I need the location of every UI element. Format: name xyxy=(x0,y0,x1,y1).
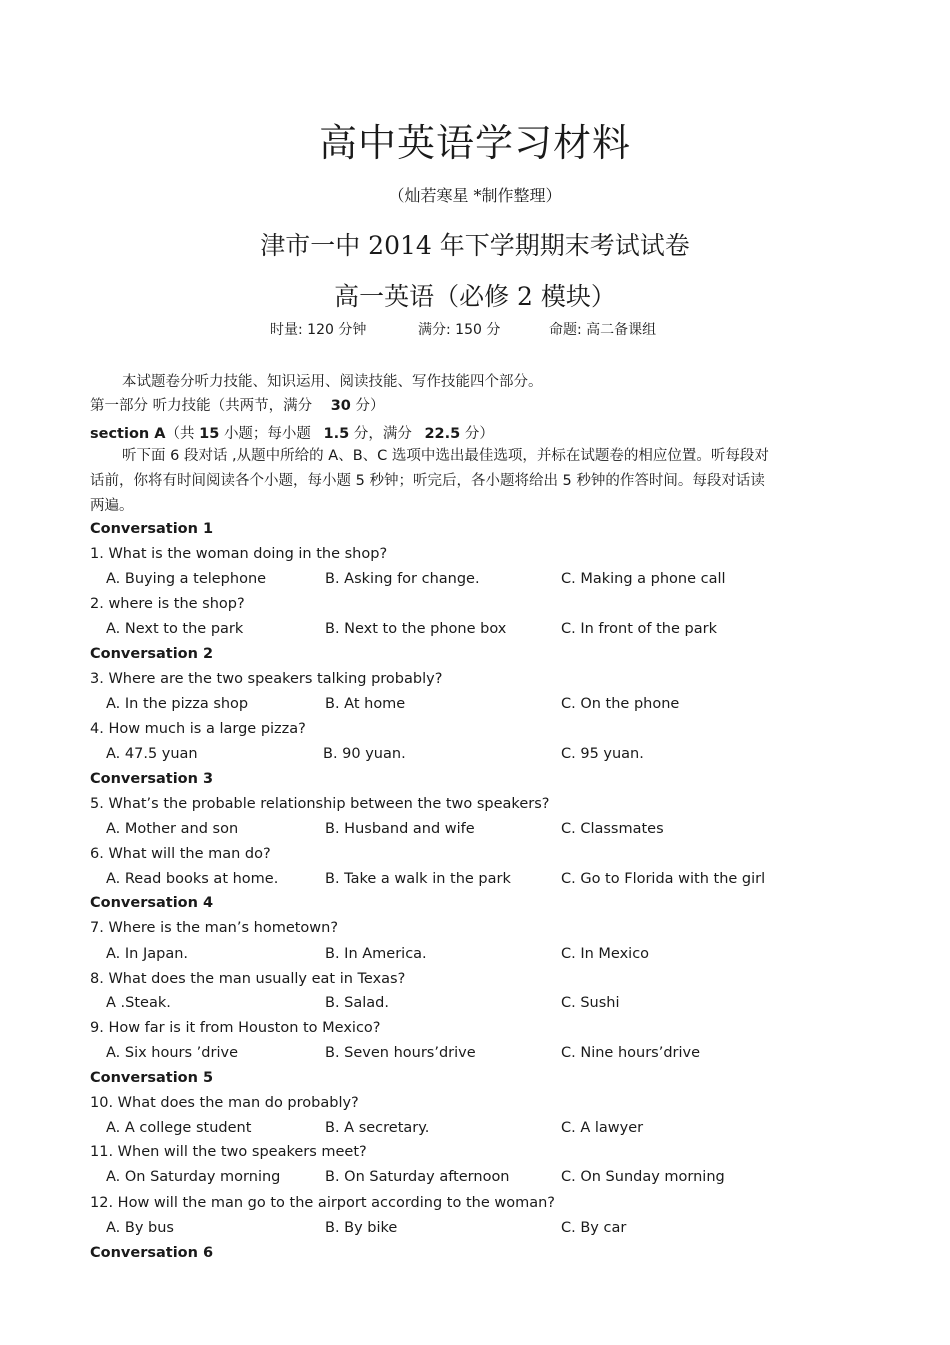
exam-score: 满分: 150 分 xyxy=(418,322,501,338)
option-a: A. 47.5 yuan xyxy=(106,746,198,762)
option-a: A. Six hours ’drive xyxy=(106,1045,238,1061)
option-a: A. Buying a telephone xyxy=(106,571,267,587)
option-c: C. A lawyer xyxy=(561,1120,644,1136)
question-text: 5. What’s the probable relationship between the two speakers? xyxy=(90,796,550,812)
conversation-heading: Conversation 2 xyxy=(90,646,214,662)
question-text: 7. Where is the man’s hometown? xyxy=(90,920,339,936)
sectionA-text-d: 小题；每小题 xyxy=(223,426,311,442)
option-b: B. By bike xyxy=(325,1220,398,1236)
intro-overview: 本试题卷分听力技能、知识运用、阅读技能、写作技能四个部分。 xyxy=(122,374,543,390)
option-a: A. Read books at home. xyxy=(106,871,279,887)
conversation-heading: Conversation 1 xyxy=(90,521,214,537)
conversation-heading: Conversation 6 xyxy=(90,1245,214,1261)
instructions-line-1: 听下面 6 段对话 ,从题中所给的 A、B、C 选项中选出最佳选项，并标在试题卷的相应位置。听每段对 xyxy=(122,448,769,464)
option-b: B. At home xyxy=(325,696,406,712)
sectionA-text-f: 分，满分 xyxy=(353,426,412,442)
exam-title: 津市一中 2014 年下学期期末考试试卷 xyxy=(260,231,690,260)
option-a: A. In the pizza shop xyxy=(106,696,249,712)
option-c: C. Making a phone call xyxy=(561,571,726,587)
option-b: B. Seven hours’drive xyxy=(325,1045,476,1061)
instructions-line-3: 两遍。 xyxy=(90,498,134,514)
option-b: B. 90 yuan. xyxy=(323,746,406,762)
option-b: B. Asking for change. xyxy=(325,571,480,587)
option-c: C. Nine hours’drive xyxy=(561,1045,701,1061)
option-b: B. A secretary. xyxy=(325,1120,430,1136)
option-c: C. By car xyxy=(561,1220,627,1236)
sectionA-text-b: （共 xyxy=(165,426,195,442)
option-c: C. 95 yuan. xyxy=(561,746,644,762)
option-c: C. In Mexico xyxy=(561,946,650,962)
option-b: B. Take a walk in the park xyxy=(325,871,511,887)
sectionA-text-h: 分） xyxy=(464,426,494,442)
sectionA-total: 22.5 xyxy=(424,426,461,442)
option-a: A. A college student xyxy=(106,1120,252,1136)
option-c: C. Sushi xyxy=(561,995,620,1011)
question-text: 10. What does the man do probably? xyxy=(90,1095,359,1111)
sectionA-each: 1.5 xyxy=(323,426,350,442)
conversation-heading: Conversation 3 xyxy=(90,771,214,787)
option-a: A. Mother and son xyxy=(106,821,239,837)
question-text: 3. Where are the two speakers talking probably? xyxy=(90,671,443,687)
option-a: A .Steak. xyxy=(106,995,171,1011)
sectionA-count: 15 xyxy=(199,426,220,442)
question-text: 9. How far is it from Houston to Mexico? xyxy=(90,1020,381,1036)
option-c: C. Classmates xyxy=(561,821,664,837)
part1-text-c: 分） xyxy=(355,398,385,414)
exam-author: 命题: 高二备课组 xyxy=(549,322,657,338)
part1-score: 30 xyxy=(330,398,351,414)
question-text: 12. How will the man go to the airport according to the woman? xyxy=(90,1195,555,1211)
question-text: 8. What does the man usually eat in Texas? xyxy=(90,971,406,987)
sectionA-heading xyxy=(90,422,494,443)
option-c: C. On Sunday morning xyxy=(561,1169,725,1185)
part1-text-a: 第一部分 听力技能（共两节，满分 xyxy=(90,398,313,414)
option-c: C. In front of the park xyxy=(561,621,717,637)
course-title: 高一英语（必修 2 模块） xyxy=(334,282,616,311)
question-text: 2. where is the shop? xyxy=(90,596,245,612)
option-b: B. Husband and wife xyxy=(325,821,475,837)
conversation-heading: Conversation 5 xyxy=(90,1070,214,1086)
option-b: B. Next to the phone box xyxy=(325,621,507,637)
option-b: B. Salad. xyxy=(325,995,389,1011)
option-a: A. Next to the park xyxy=(106,621,244,637)
material-subtitle: （灿若寒星 *制作整理） xyxy=(388,186,562,205)
instructions-line-2: 话前，你将有时间阅读各个小题，每小题 5 秒钟；听完后，各小题将给出 5 秒钟的作答时间。每段对话读 xyxy=(90,473,765,489)
conversation-heading: Conversation 4 xyxy=(90,895,214,911)
material-title: 高中英语学习材料 xyxy=(318,121,631,165)
option-a: A. On Saturday morning xyxy=(106,1169,281,1185)
sectionA-label: section A xyxy=(90,426,166,442)
option-a: A. In Japan. xyxy=(106,946,189,962)
option-c: C. Go to Florida with the girl xyxy=(561,871,766,887)
option-a: A. By bus xyxy=(106,1220,174,1236)
question-text: 1. What is the woman doing in the shop? xyxy=(90,546,388,562)
option-b: B. On Saturday afternoon xyxy=(325,1169,510,1185)
option-c: C. On the phone xyxy=(561,696,680,712)
question-text: 4. How much is a large pizza? xyxy=(90,721,306,737)
option-b: B. In America. xyxy=(325,946,427,962)
question-text: 11. When will the two speakers meet? xyxy=(90,1144,367,1160)
exam-time: 时量: 120 分钟 xyxy=(270,322,367,338)
question-text: 6. What will the man do? xyxy=(90,846,271,862)
part1-heading xyxy=(90,394,385,415)
